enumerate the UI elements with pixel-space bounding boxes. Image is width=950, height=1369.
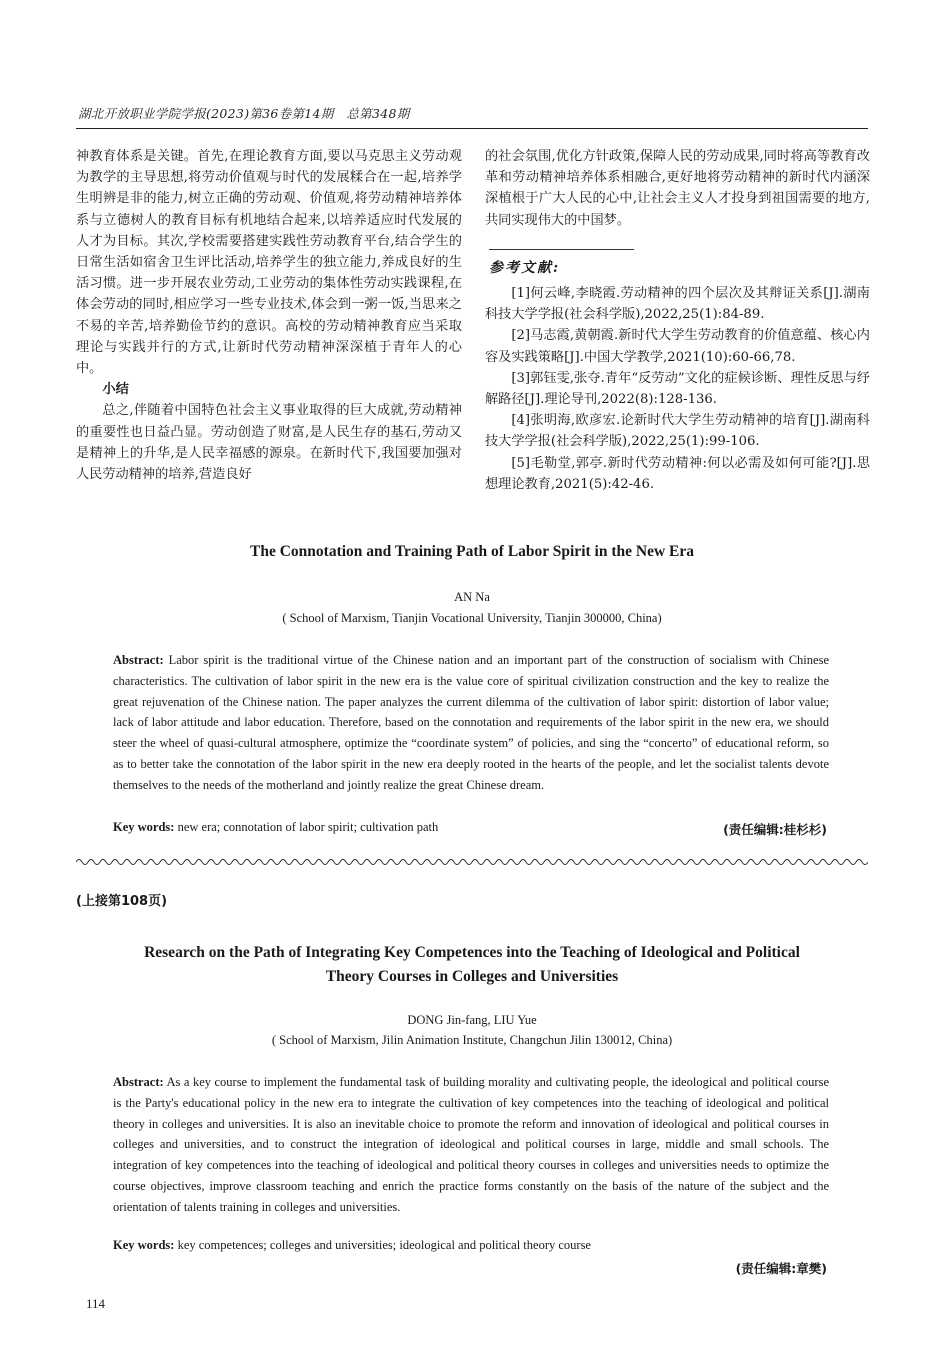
article1-editor: (责任编辑:桂杉杉)	[723, 822, 827, 837]
references-title: 参考文献:	[489, 259, 561, 276]
keywords-text: key competences; colleges and universities; ideological and political theory course	[177, 1238, 591, 1252]
abstract-label: Abstract:	[113, 653, 164, 667]
abstract-text: As a key course to implement the fundamental task of building morality and cultivating people, the ideological and political course is the Party's educational policy in the new era to integrate the cultivation of key competences into the teaching of ideological and political theory in colleges and universities. It is also an inevitable choice to promote the reform and innovation of ideological and political courses in colleges and universities, and to construct the integration of ideological and political courses in large, middle and small schools. The integration of key competences into the teaching of ideological and political theory courses in colleges and universities needs to optimize the course objectives, improve classroom teaching and enrich the practice forms constantly on the basis of the nature of the subject and the orientation of talents training in colleges and universities.	[113, 1075, 829, 1214]
right-column	[485, 146, 870, 495]
references-rule	[489, 249, 634, 250]
article1-affiliation: ( School of Marxism, Tianjin Vocational University, Tianjin 300000, China)	[282, 611, 662, 625]
page-number: 114	[86, 1296, 106, 1311]
references-list	[485, 283, 870, 495]
article1-keywords	[113, 820, 438, 835]
section-heading: 小结	[102, 382, 129, 398]
article2-keywords	[113, 1238, 591, 1253]
wavy-separator	[76, 855, 868, 869]
continued-note: (上接第108页)	[76, 894, 168, 909]
reference-item: [2]马志霞,黄朝霞.新时代大学生劳动教育的价值意蕴、核心内容及实践策略[J].中国大学教学,2021(10):60-66,78.	[485, 328, 870, 365]
article2-abstract	[113, 1072, 829, 1218]
body-paragraph: 的社会氛围,优化方针政策,保障人民的劳动成果,同时将高等教育改革和劳动精神培养体系相融合,更好地将劳动精神的新时代内涵深深植根于广大人民的心中,让社会主义人才投身到祖国需要的地方,共同实现伟大的中国梦。	[485, 149, 870, 228]
running-header: 湖北开放职业学院学报(2023)第36卷第14期 总第348期	[78, 106, 410, 121]
abstract-text: Labor spirit is the traditional virtue of the Chinese nation and an important part of the construction of socialism with Chinese characteristics. The cultivation of labor spirit in the new era is the value core of spiritual civilization construction and the key to realize the great rejuvenation of the Chinese nation. The paper analyzes the current dilemma of the cultivation of labor spirit: distortion of labor value; lack of labor attitude and labor education. Therefore, based on the connotation and requirements of the labor spirit in the new era, we should steer the wheel of quasi-cultural atmosphere, optimize the “coordinate system” of policies, and sing the “concerto” of educational reform, so as to better take the connotation of the labor spirit in the new era deeply rooted in the hearts of the people, and let the socialist talents devote themselves to the needs of the motherland and jointly realize the great Chinese dream.	[113, 653, 829, 792]
left-column	[76, 146, 462, 485]
article2-title-line2: Theory Courses in Colleges and Universities	[325, 968, 619, 985]
reference-item: [5]毛勒堂,郭亭.新时代劳动精神:何以必需及如何可能?[J].思想理论教育,2021(5):42-46.	[485, 455, 870, 492]
header-rule	[76, 128, 868, 129]
article1-abstract	[113, 650, 829, 796]
body-paragraph: 神教育体系是关键。首先,在理论教育方面,要以马克思主义劳动观为教学的主导思想,将劳动价值观与时代的发展糅合在一起,培养学生明辨是非的能力,树立正确的劳动观、价值观,将劳动精神培养体系与立德树人的教育目标有机地结合起来,以培养适应时代发展的人才为目标。其次,学校需要搭建实践性劳动教育平台,结合学生的日常生活如宿舍卫生评比活动,培养学生的独立能力,养成良好的生活习惯。进一步开展农业劳动,工业劳动的集体性劳动实践课程,在体会劳动的同时,相应学习一些专业技术,体会到一粥一饭,当思来之不易的辛苦,培养勤俭节约的意识。高校的劳动精神教育应当采取理论与实践并行的方式,让新时代劳动精神深深植于青年人的心中。	[76, 149, 462, 377]
abstract-label: Abstract:	[113, 1075, 164, 1089]
reference-item: [3]郭钰雯,张夺.青年“反劳动”文化的症候诊断、理性反思与纾解路径[J].理论导刊,2022(8):128-136.	[485, 370, 870, 408]
keywords-text: new era; connotation of labor spirit; cultivation path	[177, 820, 439, 834]
article2-editor: (责任编辑:章樊)	[735, 1261, 827, 1276]
article2-title	[76, 941, 868, 989]
keywords-label: Key words:	[113, 820, 175, 834]
reference-item: [4]张明海,欧彦宏.论新时代大学生劳动精神的培育[J].湖南科技大学学报(社会科学版),2022,25(1):99-106.	[485, 413, 870, 450]
article2-affiliation: ( School of Marxism, Jilin Animation Institute, Changchun Jilin 130012, China)	[271, 1033, 673, 1047]
article2-authors: DONG Jin-fang, LIU Yue	[407, 1013, 537, 1027]
article2-title-line1: Research on the Path of Integrating Key Competences into the Teaching of Ideological and Political	[144, 944, 800, 961]
article1-authors: AN Na	[454, 590, 490, 604]
article1-title: The Connotation and Training Path of Labor Spirit in the New Era	[250, 543, 694, 560]
keywords-label: Key words:	[113, 1238, 175, 1252]
reference-item: [1]何云峰,李晓霞.劳动精神的四个层次及其辩证关系[J].湖南科技大学学报(社会科学版),2022,25(1):84-89.	[485, 286, 870, 323]
body-paragraph: 总之,伴随着中国特色社会主义事业取得的巨大成就,劳动精神的重要性也日益凸显。劳动创造了财富,是人民生存的基石,劳动又是精神上的升华,是人民幸福感的源泉。在新时代下,我国要加强对人民劳动精神的培养,营造良好	[76, 403, 462, 483]
